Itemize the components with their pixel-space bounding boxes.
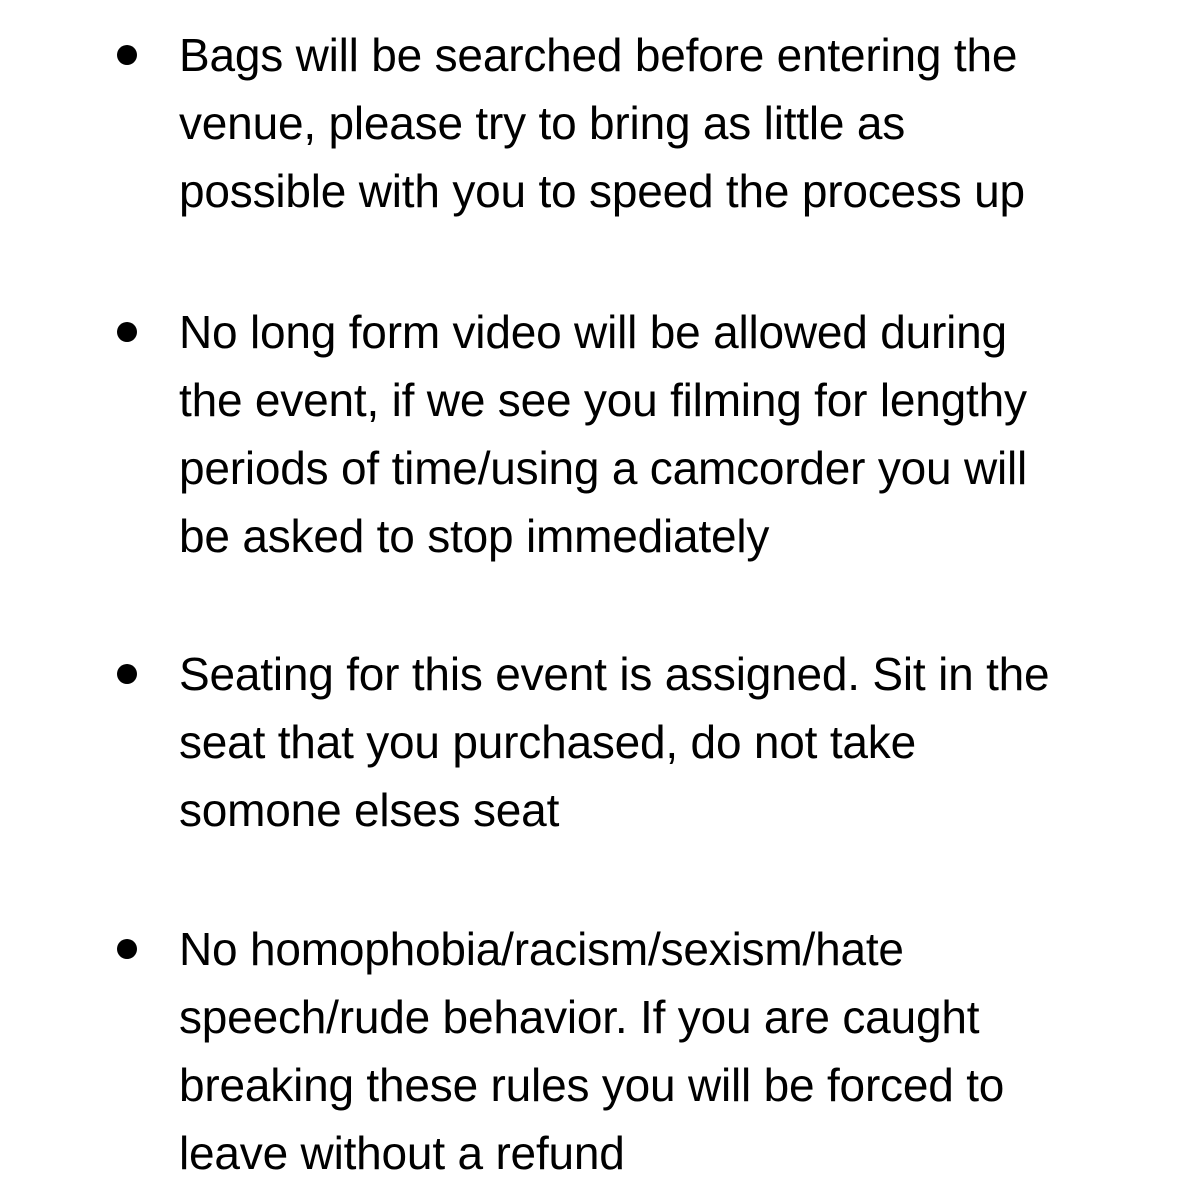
rule-text bbox=[179, 640, 1139, 844]
bullet-icon bbox=[117, 322, 137, 342]
rule-line: No homophobia/racism/sexism/hate bbox=[179, 923, 904, 975]
rule-text bbox=[179, 21, 1139, 225]
rule-line: periods of time/using a camcorder you will bbox=[179, 442, 1028, 494]
rule-line: No long form video will be allowed during bbox=[179, 306, 1007, 358]
rule-line: Bags will be searched before entering the bbox=[179, 29, 1018, 81]
bullet-icon bbox=[117, 45, 137, 65]
rule-line: venue, please try to bring as little as bbox=[179, 97, 906, 149]
rule-line: seat that you purchased, do not take bbox=[179, 716, 916, 768]
rule-text bbox=[179, 298, 1139, 570]
bullet-icon bbox=[117, 664, 137, 684]
rule-line: leave without a refund bbox=[179, 1127, 625, 1179]
rule-line: Seating for this event is assigned. Sit in the bbox=[179, 648, 1050, 700]
bullet-icon bbox=[117, 939, 137, 959]
rule-line: be asked to stop immediately bbox=[179, 510, 770, 562]
rule-line: breaking these rules you will be forced to bbox=[179, 1059, 1005, 1111]
rule-line: somone elses seat bbox=[179, 784, 560, 836]
rule-line: possible with you to speed the process up bbox=[179, 165, 1025, 217]
rule-line: speech/rude behavior. If you are caught bbox=[179, 991, 980, 1043]
rule-line: the event, if we see you filming for lengthy bbox=[179, 374, 1027, 426]
rule-text bbox=[179, 915, 1139, 1187]
